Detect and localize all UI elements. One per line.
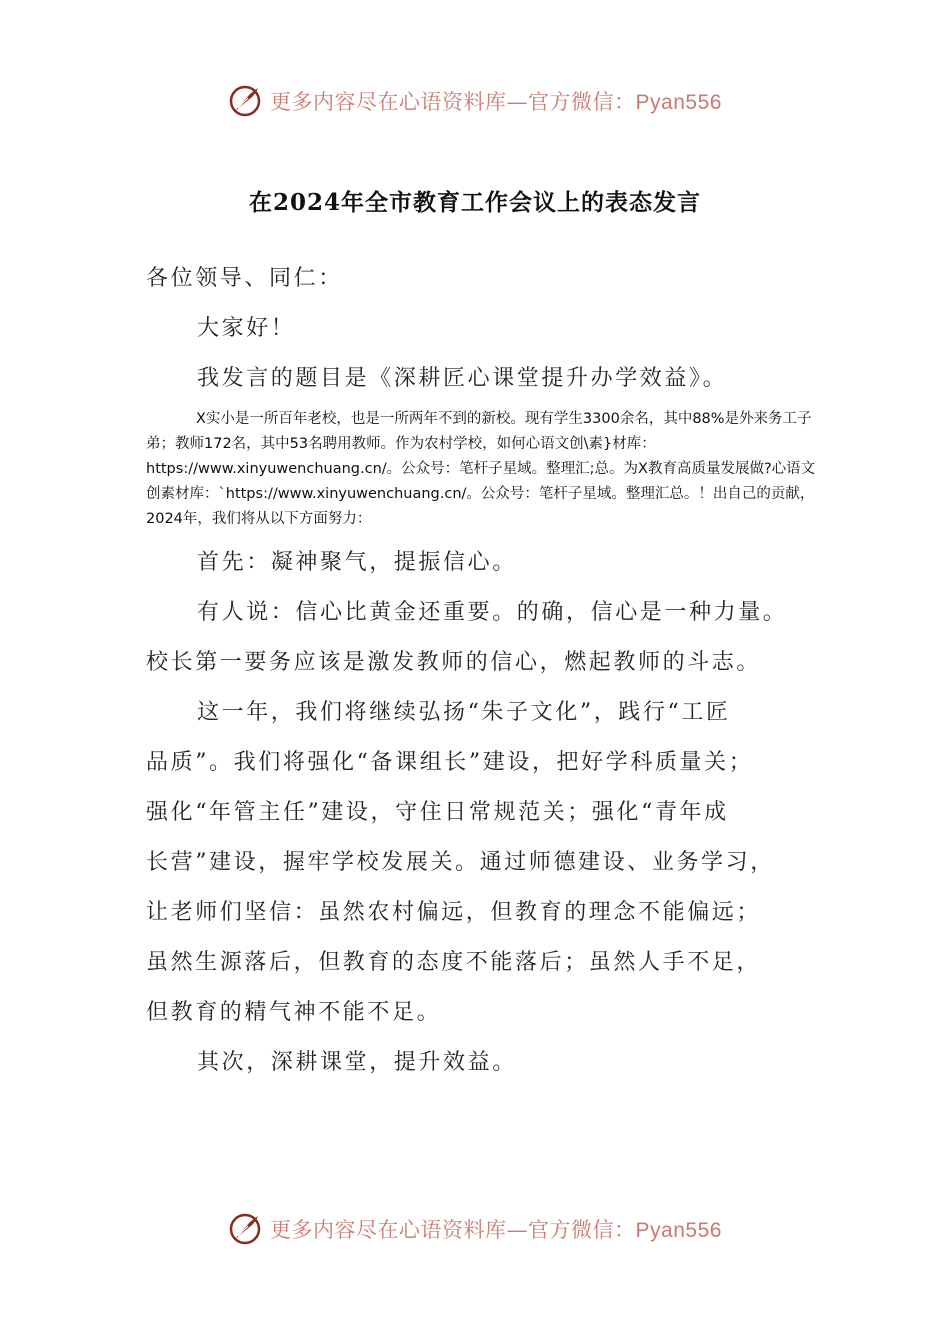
salutation: 各位领导、同仁： (146, 266, 343, 291)
speech-topic: 我发言的题目是《深耕匠心课堂提升办学效益》。 (197, 366, 728, 391)
paragraph-line: 校长第一要务应该是激发教师的信心，燃起教师的斗志。 (146, 650, 762, 675)
paragraph-line: 有人说：信心比黄金还重要。的确，信心是一种力量。 (197, 600, 788, 625)
paragraph-confidence (146, 588, 826, 688)
banner-text: 更多内容尽在心语资料库—官方微信：Pyan556 (270, 90, 722, 114)
greeting: 大家好！ (197, 316, 296, 341)
paragraph-line: 让老师们坚信：虽然农村偏远，但教育的理念不能偏远； (146, 900, 762, 925)
paragraph-line: 品质”。我们将强化“备课组长”建设，把好学科质量关； (146, 750, 754, 775)
quill-pen-logo-icon (228, 84, 262, 118)
paragraph-culture (146, 688, 826, 1038)
point-two-heading: 其次，深耕课堂，提升效益。 (197, 1050, 517, 1075)
document-title: 在2024年全市教育工作会议上的表态发言 (248, 189, 701, 216)
paragraph-line: 长营”建设，握牢学校发展关。通过师德建设、业务学习， (146, 850, 775, 875)
banner-wechat-id: Pyan556 (635, 1219, 722, 1242)
header-banner (0, 84, 950, 118)
intro-paragraph: X实小是一所百年老校，也是一所两年不到的新校。现有学生3300余名，其中88%是外来务工子弟；教师172名，其中53名聘用教师。作为农村学校，如何心语文创\素}材库：https://www.xinyuwenchuang.cn/。公众号：笔杆子星域。整理汇;总。为X教育高质量发展做?心语文创素材库：`https://www.xinyuwenchuang.cn/。公众号：笔杆子星域。整理汇总。！出自己的贡献，2024年，我们将从以下方面努力： (146, 411, 816, 527)
document-body (146, 254, 826, 1088)
banner-text: 更多内容尽在心语资料库—官方微信：Pyan556 (270, 1218, 722, 1242)
paragraph-line: 这一年，我们将继续弘扬“朱子文化”，践行“工匠 (197, 700, 731, 725)
paragraph-line: 虽然生源落后，但教育的态度不能落后；虽然人手不足， (146, 950, 762, 975)
paragraph-line: 但教育的精气神不能不足。 (146, 1000, 442, 1025)
paragraph-line: 强化“年管主任”建设，守住日常规范关；强化“青年成 (146, 800, 729, 825)
footer-banner (0, 1212, 950, 1246)
quill-pen-logo-icon (228, 1212, 262, 1246)
banner-wechat-id: Pyan556 (635, 91, 722, 114)
point-one-heading: 首先：凝神聚气，提振信心。 (197, 550, 517, 575)
